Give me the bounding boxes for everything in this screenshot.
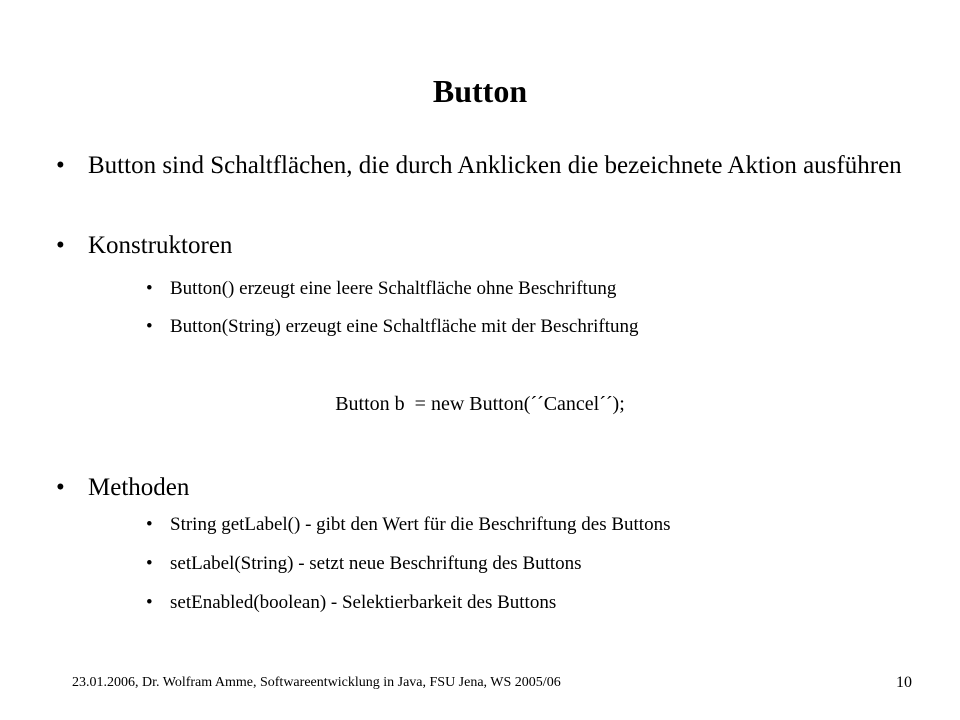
sub-bullet-constructor (146, 314, 936, 340)
slide-footer: 23.01.2006, Dr. Wolfram Amme, Softwareentwicklung in Java, FSU Jena, WS 2005/06 (72, 675, 561, 690)
bullet-marker: • (146, 553, 153, 574)
bullet-text: Methoden (88, 474, 190, 501)
sub-bullet-text: setLabel(String) - setzt neue Beschriftung des Buttons (170, 553, 582, 574)
bullet-marker: • (56, 232, 65, 259)
bullet-text: Konstruktoren (88, 232, 233, 259)
bullet-marker: • (56, 474, 65, 501)
sub-bullet-text: Button() erzeugt eine leere Schaltfläche ohne Beschriftung (170, 278, 617, 299)
sub-bullet-method (146, 590, 936, 616)
page-number: 10 (896, 674, 912, 691)
sub-bullet-method (146, 512, 936, 538)
code-example: Button b = new Button(´´Cancel´´); (335, 393, 625, 415)
sub-bullet-method (146, 551, 936, 577)
bullet-text: Button sind Schaltflächen, die durch Anklicken die bezeichnete Aktion ausführen (88, 152, 902, 179)
bullet-marker: • (146, 514, 153, 535)
sub-bullet-text: String getLabel() - gibt den Wert für die Beschriftung des Buttons (170, 514, 671, 535)
sub-bullet-constructor (146, 276, 936, 302)
bullet-item-constructors (56, 228, 916, 264)
sub-bullet-text: setEnabled(boolean) - Selektierbarkeit des Buttons (170, 592, 557, 613)
bullet-marker: • (146, 592, 153, 613)
bullet-marker: • (56, 152, 65, 179)
bullet-item-description (56, 148, 916, 220)
slide-title: Button (432, 73, 528, 109)
bullet-item-methods (56, 470, 916, 506)
sub-bullet-text: Button(String) erzeugt eine Schaltfläche mit der Beschriftung (170, 316, 639, 337)
bullet-marker: • (146, 278, 153, 299)
bullet-marker: • (146, 316, 153, 337)
